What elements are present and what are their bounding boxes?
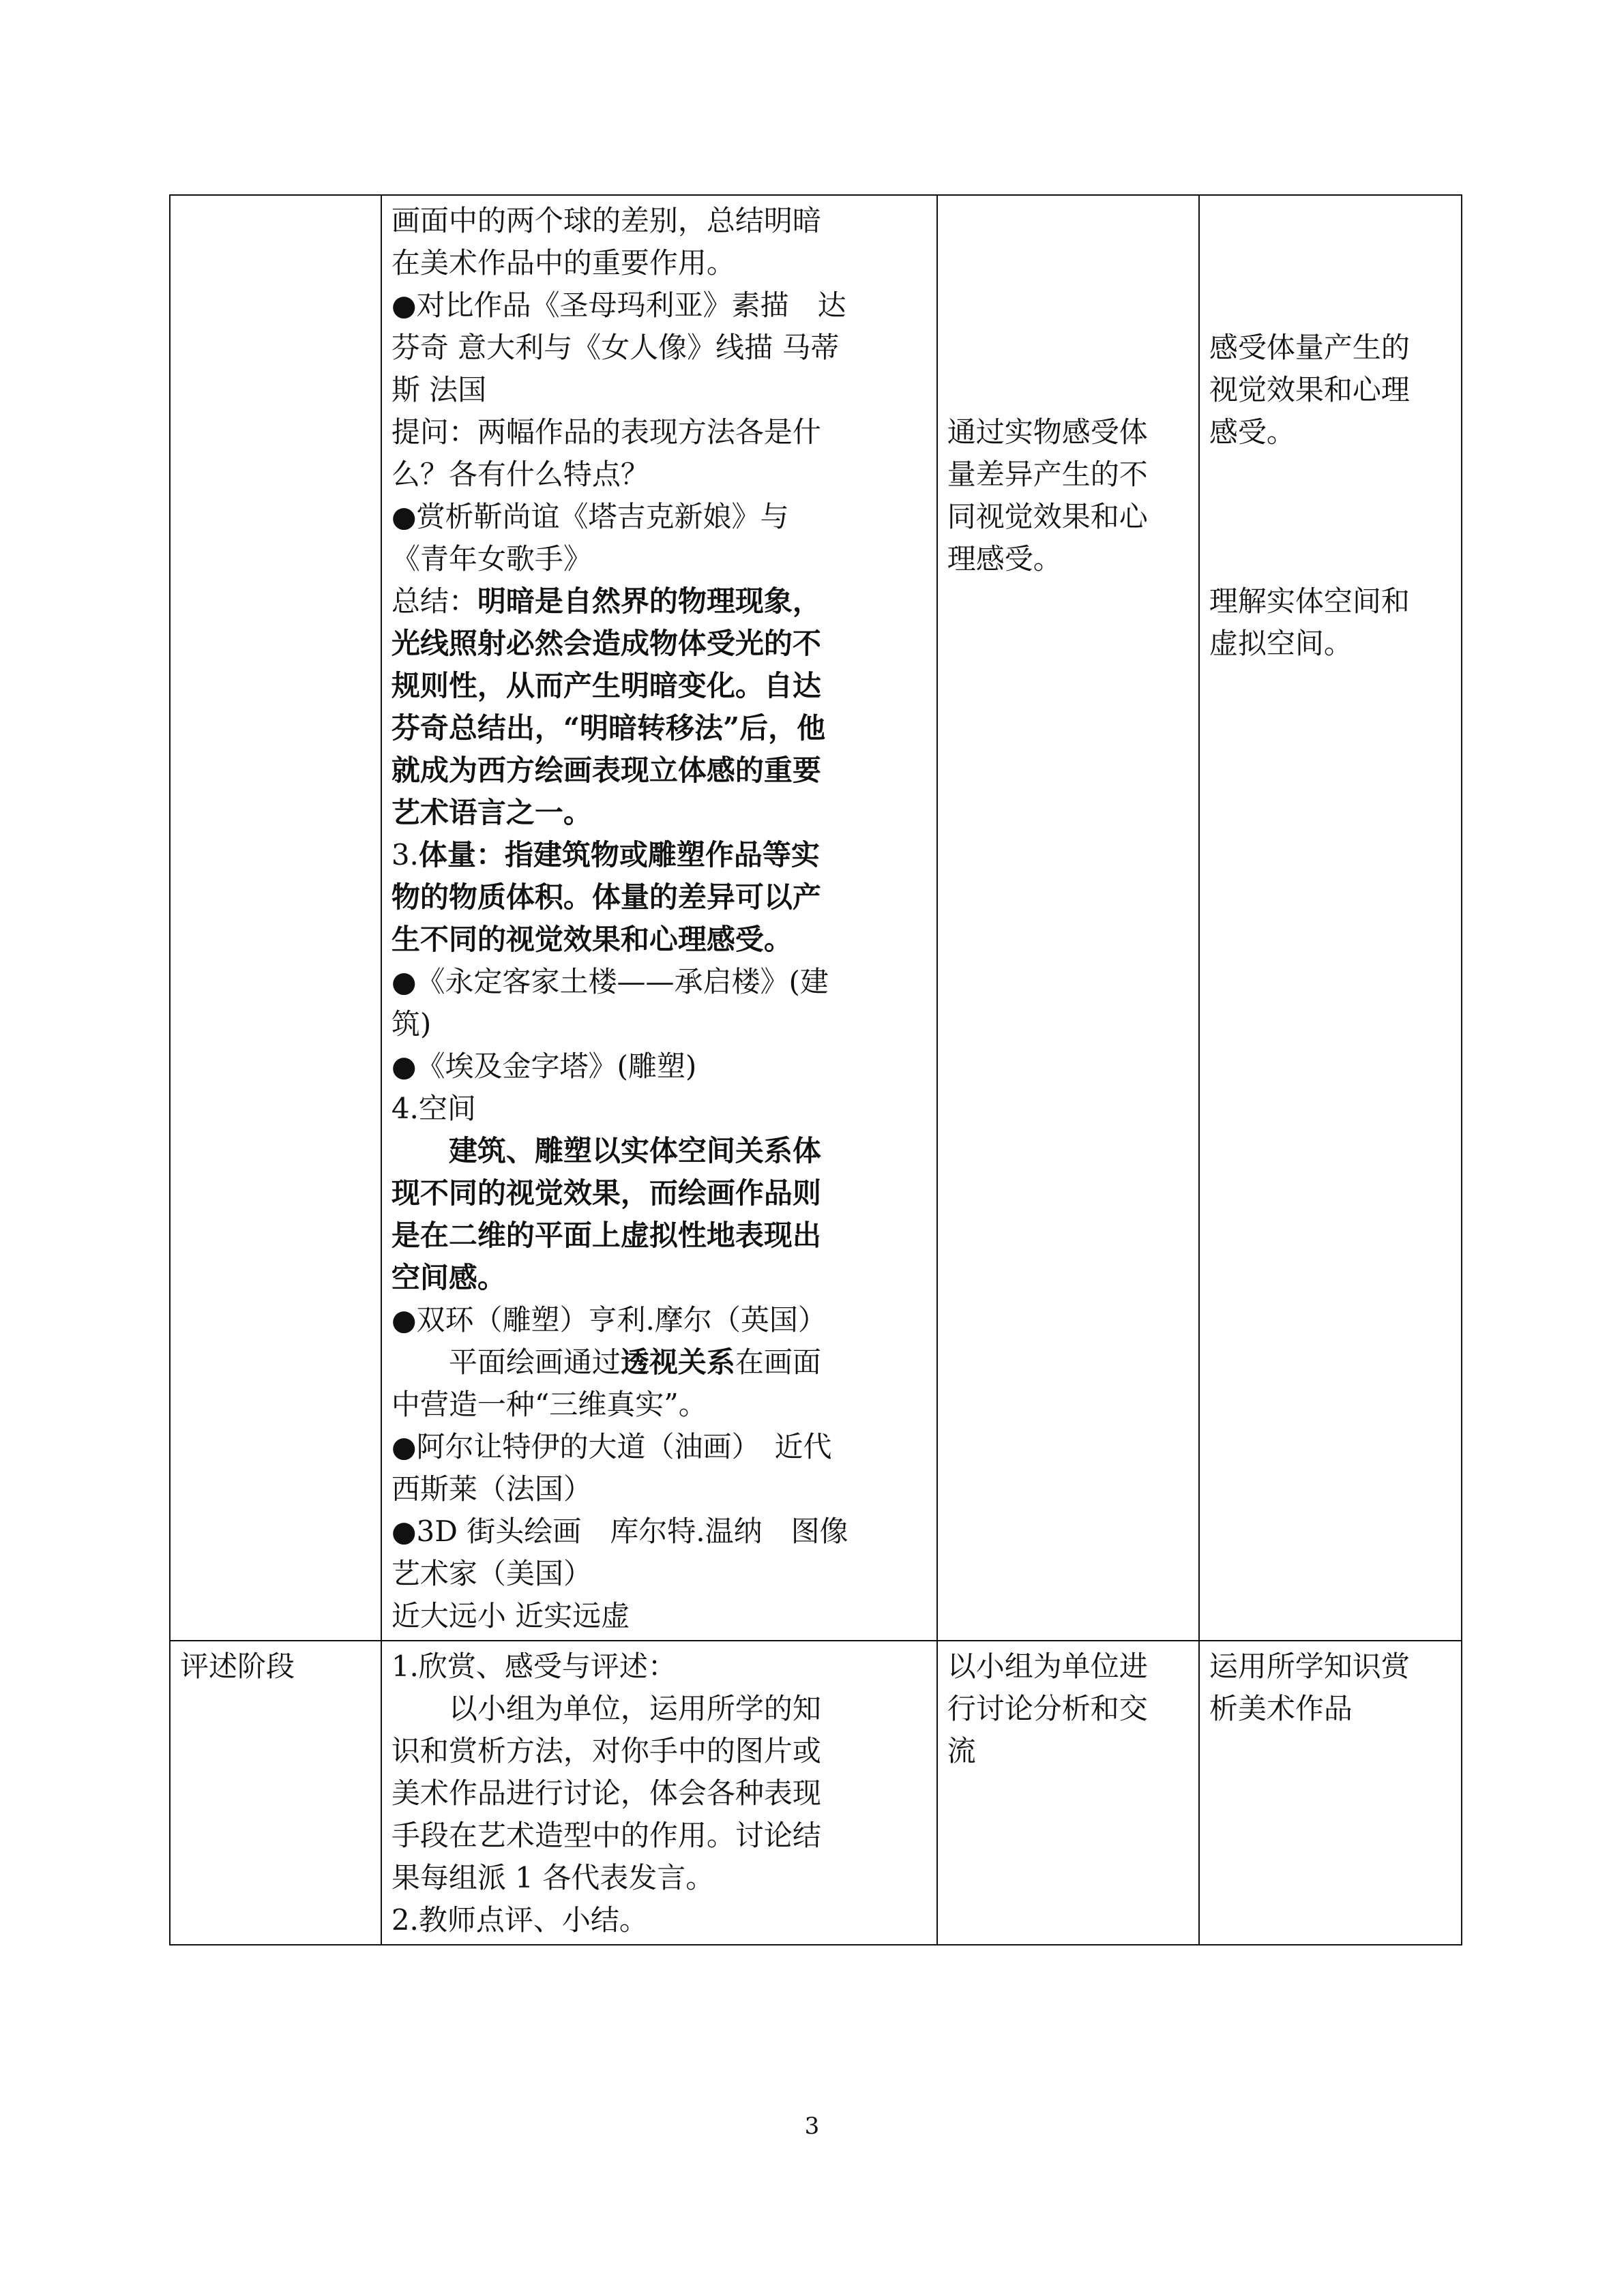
intent-line: 析美术作品 — [1209, 1692, 1353, 1725]
content-line: 芬奇 意大利与《女人像》线描 马蒂 — [391, 331, 840, 364]
lesson-plan-table — [169, 194, 1462, 1945]
content-line: 就成为西方绘画表现立体感的重要 — [391, 754, 821, 787]
content-line: 么？各有什么特点？ — [391, 458, 649, 491]
intent-line: 视觉效果和心理 — [1209, 373, 1410, 406]
content-line: ●《埃及金字塔》(雕塑) — [391, 1049, 697, 1083]
student-line: 量差异产生的不 — [947, 458, 1148, 491]
content-line: 2.教师点评、小结。 — [391, 1903, 648, 1937]
intent-line: 感受。 — [1209, 415, 1295, 449]
content-line: 《青年女歌手》 — [391, 542, 592, 576]
content-line: 斯 法国 — [391, 373, 487, 406]
page-number: 3 — [804, 2113, 820, 2140]
intent-line: 运用所学知识赏 — [1209, 1650, 1410, 1683]
student-line: 以小组为单位进 — [947, 1650, 1148, 1683]
content-line: ●赏析靳尚谊《塔吉克新娘》与 — [391, 500, 789, 533]
content-line: 规则性，从而产生明暗变化。自达 — [391, 669, 821, 702]
content-line: 4.空间 — [391, 1092, 476, 1125]
content-line — [392, 580, 927, 623]
content-line: 在美术作品中的重要作用。 — [391, 246, 735, 280]
student-line: 流 — [947, 1734, 976, 1768]
content-line: 是在二维的平面上虚拟性地表现出 — [391, 1219, 821, 1252]
content-line: 果每组派 1 各代表发言。 — [391, 1861, 715, 1894]
section-number: 3. — [391, 838, 419, 871]
student-line: 行讨论分析和交 — [947, 1692, 1148, 1725]
content-line: 以小组为单位，运用所学的知 — [448, 1692, 821, 1725]
content-line: 筑) — [391, 1007, 432, 1041]
intent-line: 虚拟空间。 — [1209, 627, 1353, 660]
content-line: 生不同的视觉效果和心理感受。 — [391, 923, 793, 956]
table-row — [170, 195, 1462, 1641]
content-line: 物的物质体积。体量的差异可以产 — [391, 880, 821, 914]
teaching-content-cell — [381, 1641, 937, 1945]
stage-cell — [170, 195, 381, 1641]
intent-line: 理解实体空间和 — [1209, 584, 1410, 618]
content-line: 提问：两幅作品的表现方法各是什 — [391, 415, 821, 449]
content-line: 西斯莱（法国） — [391, 1472, 592, 1506]
content-line: ●《永定客家土楼——承启楼》(建 — [391, 965, 829, 998]
content-line: 空间感。 — [391, 1261, 506, 1294]
content-line: 1.欣赏、感受与评述： — [391, 1650, 677, 1683]
content-line: 画面中的两个球的差别，总结明暗 — [391, 204, 821, 237]
summary-label: 总结： — [391, 584, 477, 618]
intent-line: 感受体量产生的 — [1209, 331, 1410, 364]
content-line: ●3D 街头绘画 库尔特.温纳 图像 — [391, 1515, 848, 1548]
design-intent-cell — [1199, 195, 1462, 1641]
content-line: 建筑、雕塑以实体空间关系体 — [448, 1134, 821, 1167]
perspective-term: 透视关系 — [620, 1345, 735, 1379]
content-line: 美术作品进行讨论，体会各种表现 — [391, 1776, 821, 1810]
stage-cell — [170, 1641, 381, 1945]
content-line: 识和赏析方法，对你手中的图片或 — [391, 1734, 821, 1768]
content-line — [392, 1341, 927, 1384]
content-line: 艺术语言之一。 — [391, 796, 592, 829]
content-line: 芬奇总结出，“明暗转移法”后，他 — [391, 711, 826, 745]
perspective-text-c: 在画面 — [735, 1345, 821, 1379]
content-line: 光线照射必然会造成物体受光的不 — [391, 627, 821, 660]
teaching-content-cell — [381, 195, 937, 1641]
table-row — [170, 1641, 1462, 1945]
content-line: 手段在艺术造型中的作用。讨论结 — [391, 1819, 821, 1852]
student-activity-cell — [937, 195, 1199, 1641]
design-intent-cell — [1199, 1641, 1462, 1945]
student-line: 同视觉效果和心 — [947, 500, 1148, 533]
summary-bold-text: 明暗是自然界的物理现象， — [477, 584, 821, 618]
student-line: 通过实物感受体 — [947, 415, 1148, 449]
content-line: ●阿尔让特伊的大道（油画） 近代 — [391, 1430, 832, 1463]
content-line: 近大远小 近实远虚 — [391, 1599, 630, 1632]
content-line: 现不同的视觉效果，而绘画作品则 — [391, 1176, 821, 1210]
content-line: ●对比作品《圣母玛利亚》素描 达 — [391, 288, 846, 322]
perspective-text-a: 平面绘画通过 — [448, 1345, 621, 1379]
content-line: ●双环（雕塑）亨利.摩尔（英国） — [391, 1303, 827, 1337]
student-line: 理感受。 — [947, 542, 1062, 576]
stage-label: 评述阶段 — [180, 1650, 295, 1683]
content-line: 中营造一种“三维真实”。 — [391, 1388, 707, 1421]
content-line: 艺术家（美国） — [391, 1557, 592, 1590]
student-activity-cell — [937, 1641, 1199, 1945]
content-line — [392, 834, 927, 876]
volume-definition: 体量：指建筑物或雕塑作品等实 — [418, 838, 820, 871]
